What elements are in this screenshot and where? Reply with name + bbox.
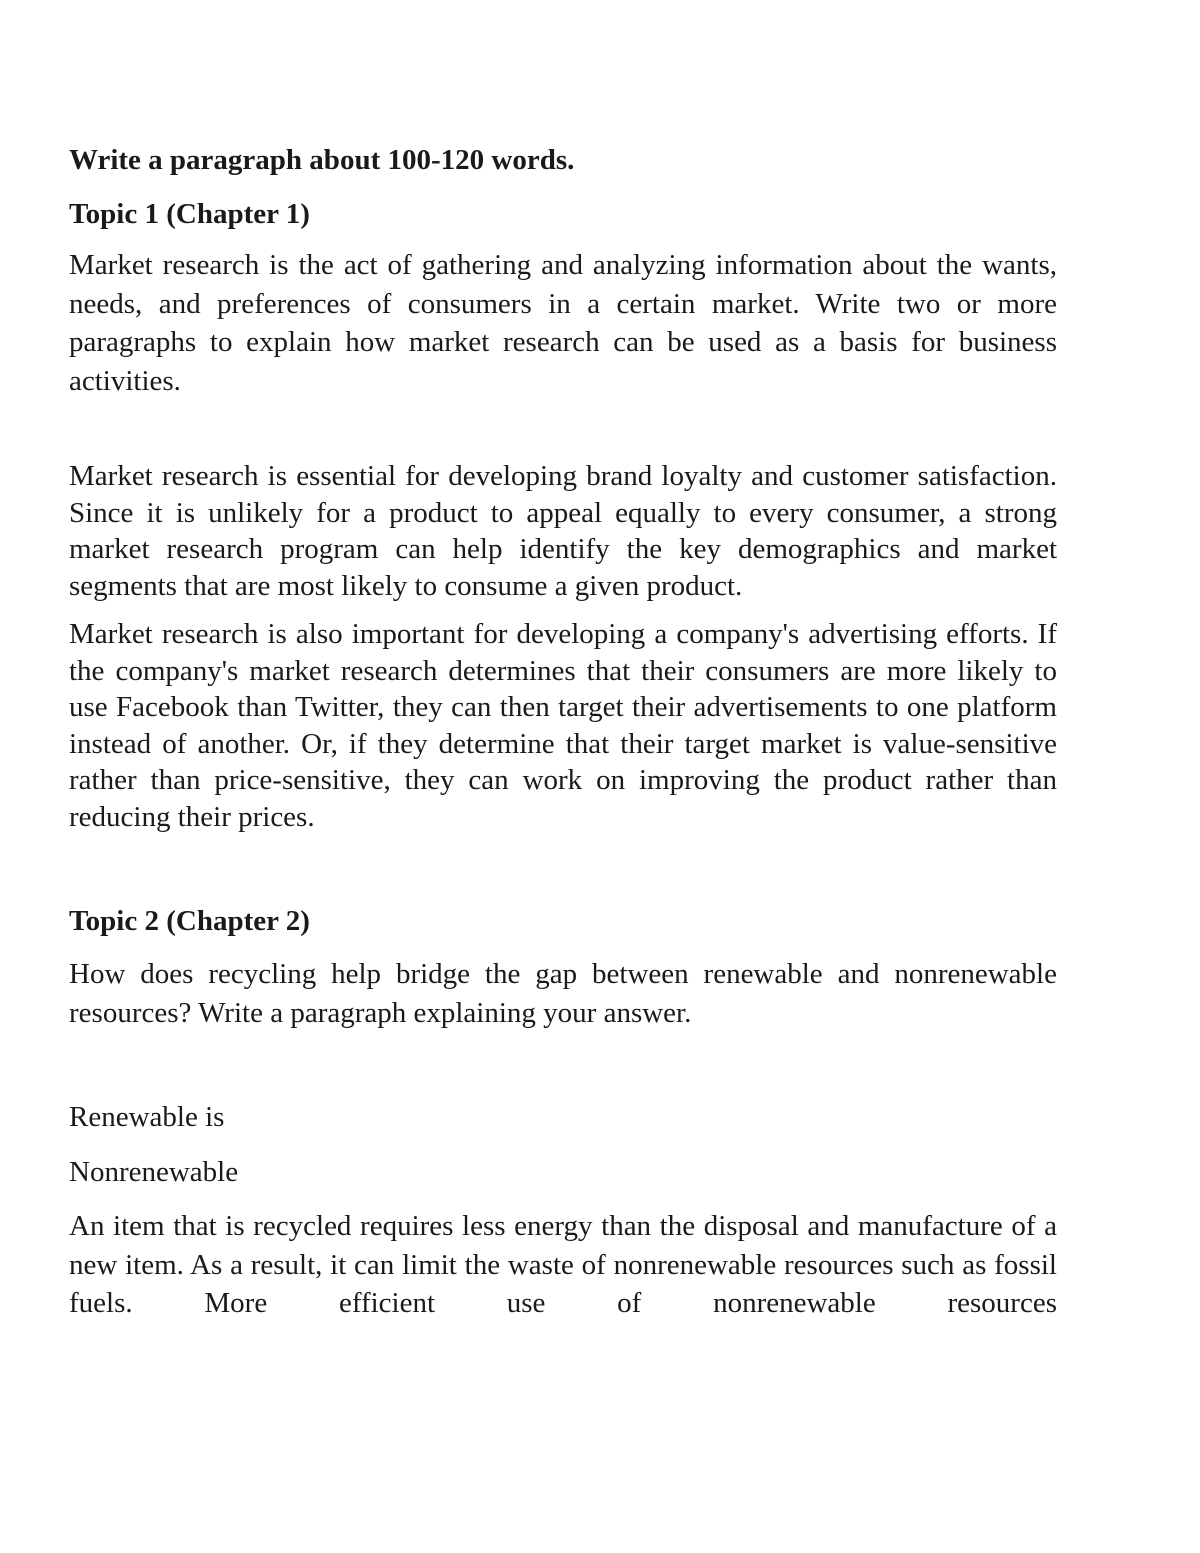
- topic1-prompt: Market research is the act of gathering and analyzing information about the wants, needs, and preferences of consumers in a certain market. Write two or more paragraphs to explain how market research can be used as a basis for business activities.: [69, 249, 1057, 397]
- spacer: [69, 835, 1057, 901]
- instruction-heading: Write a paragraph about 100-120 words.: [69, 144, 575, 176]
- topic2-note-nonrenewable: Nonrenewable: [69, 1155, 239, 1188]
- topic2-note-renewable: Renewable is: [69, 1101, 225, 1133]
- topic2-heading: Topic 2 (Chapter 2): [69, 905, 310, 937]
- topic2-answer: An item that is recycled requires less energy than the disposal and manufacture of a new item. As a result, it can limit the waste of nonrenewable resources such as fossil fuels. More efficient use of nonrenewable resources: [69, 1210, 1057, 1319]
- document-page: [69, 140, 1057, 1323]
- topic1-answer-paragraph-1: Market research is essential for developing brand loyalty and customer satisfaction. Since it is unlikely for a product to appeal equally to every consumer, a strong market research program can help identify the key demographics and market segments that are most likely to consume a given product.: [69, 460, 1057, 602]
- topic1-answer-paragraph-2: Market research is also important for developing a company's advertising efforts. If the company's market research determines that their consumers are more likely to use Facebook than Twitter, they can then target their advertisements to one platform instead of another. Or, if they determine that their target market is value-sensitive rather than price-sensitive, they can work on improving the product rather than reducing their prices.: [69, 618, 1057, 833]
- topic2-prompt: How does recycling help bridge the gap between renewable and nonrenewable resources? Write a paragraph explaining your answer.: [69, 958, 1057, 1029]
- topic1-heading: Topic 1 (Chapter 1): [69, 198, 310, 230]
- spacer: [69, 400, 1057, 458]
- spacer: [69, 1032, 1057, 1098]
